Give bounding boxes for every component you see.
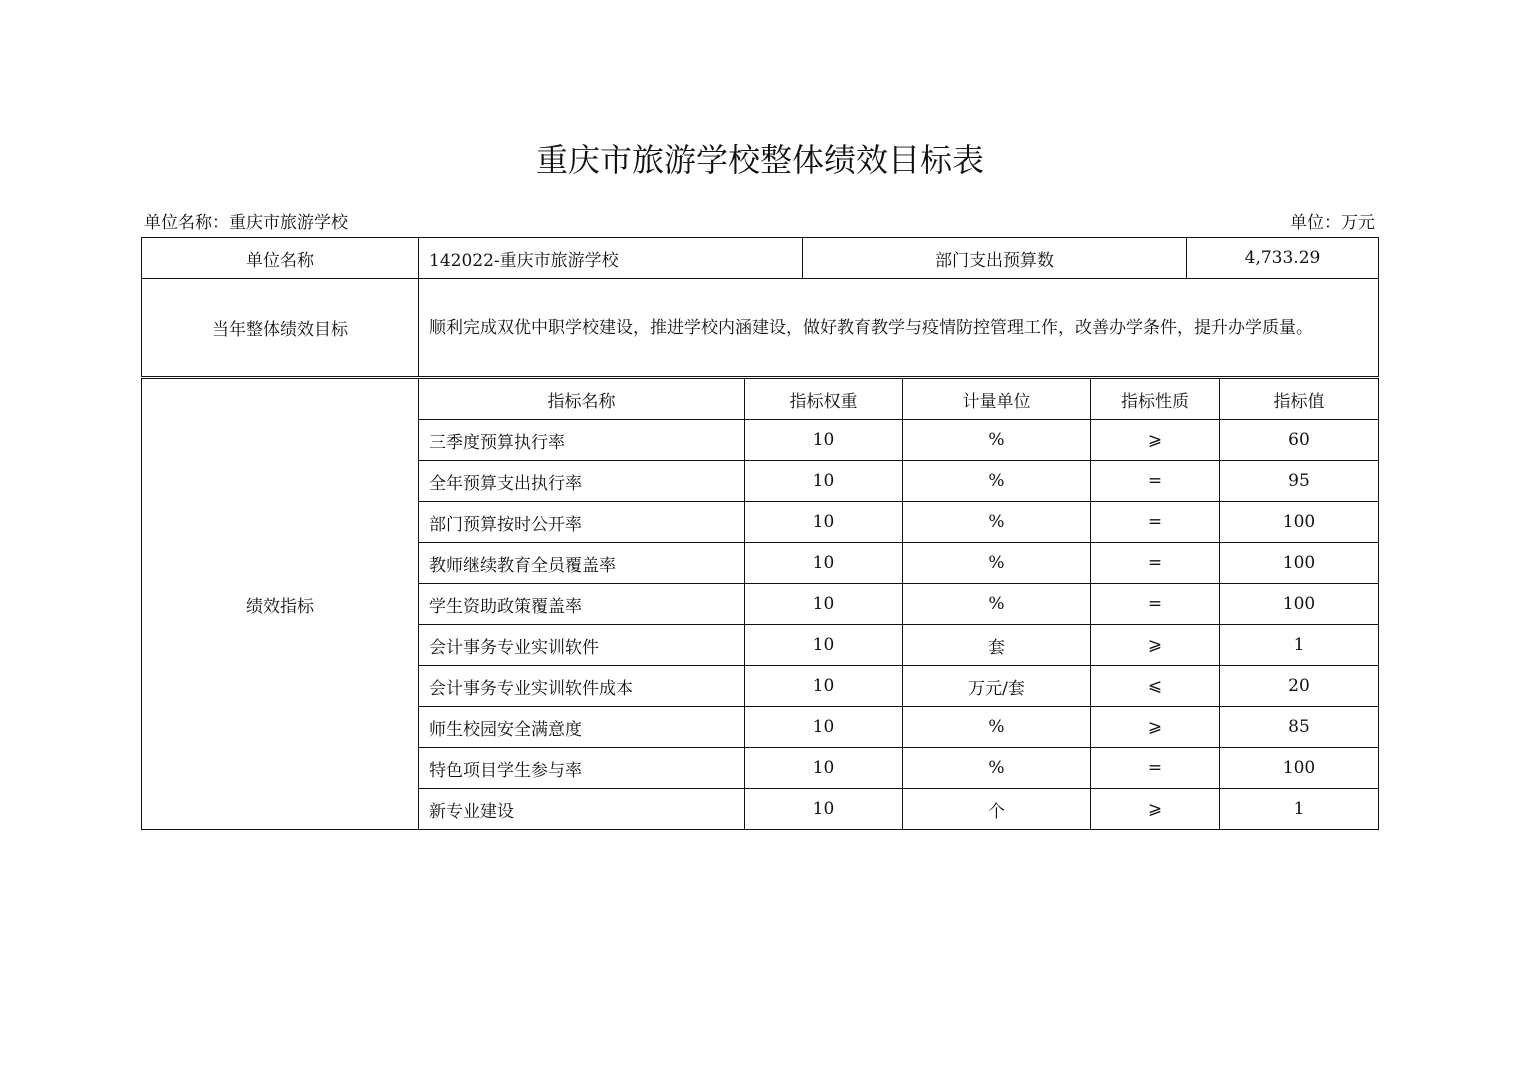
indicator-name: 师生校园安全满意度 (419, 707, 745, 748)
indicator-nature: = (1091, 461, 1220, 502)
indicator-weight: 10 (745, 420, 903, 461)
indicator-weight: 10 (745, 748, 903, 789)
indicator-value: 60 (1220, 420, 1379, 461)
indicator-value: 20 (1220, 666, 1379, 707)
indicator-unit: % (903, 707, 1091, 748)
indicator-weight: 10 (745, 543, 903, 584)
indicator-value: 100 (1220, 543, 1379, 584)
indicators-header-row (142, 379, 1379, 420)
indicator-weight: 10 (745, 789, 903, 830)
indicator-value: 1 (1220, 789, 1379, 830)
col-header-nature: 指标性质 (1091, 379, 1220, 420)
indicator-unit: % (903, 748, 1091, 789)
indicator-nature: = (1091, 748, 1220, 789)
indicator-name: 新专业建设 (419, 789, 745, 830)
indicator-value: 100 (1220, 502, 1379, 543)
indicator-nature: = (1091, 543, 1220, 584)
indicator-value: 85 (1220, 707, 1379, 748)
col-header-unit: 计量单位 (903, 379, 1091, 420)
col-header-value: 指标值 (1220, 379, 1379, 420)
indicator-weight: 10 (745, 584, 903, 625)
indicators-table (141, 378, 1379, 830)
budget-header: 部门支出预算数 (803, 238, 1187, 279)
indicator-name: 全年预算支出执行率 (419, 461, 745, 502)
indicator-name: 特色项目学生参与率 (419, 748, 745, 789)
indicator-weight: 10 (745, 707, 903, 748)
indicator-nature: ⩾ (1091, 625, 1220, 666)
indicator-name: 教师继续教育全员覆盖率 (419, 543, 745, 584)
indicator-unit: 套 (903, 625, 1091, 666)
unit-name-label: 单位名称：重庆市旅游学校 (144, 213, 348, 233)
indicator-unit: 个 (903, 789, 1091, 830)
unit-name-value: 142022-重庆市旅游学校 (419, 238, 803, 279)
indicator-name: 三季度预算执行率 (419, 420, 745, 461)
indicator-nature: ⩾ (1091, 420, 1220, 461)
page-title: 重庆市旅游学校整体绩效目标表 (535, 141, 984, 179)
col-header-name: 指标名称 (419, 379, 745, 420)
indicator-weight: 10 (745, 666, 903, 707)
indicator-unit: % (903, 461, 1091, 502)
indicator-nature: ⩾ (1091, 707, 1220, 748)
indicator-unit: % (903, 502, 1091, 543)
indicator-name: 会计事务专业实训软件 (419, 625, 745, 666)
indicator-weight: 10 (745, 461, 903, 502)
goal-header: 当年整体绩效目标 (142, 279, 419, 377)
indicator-unit: % (903, 543, 1091, 584)
indicators-section-label: 绩效指标 (142, 379, 419, 830)
indicator-nature: ⩾ (1091, 789, 1220, 830)
indicator-nature: = (1091, 502, 1220, 543)
summary-table (141, 237, 1379, 377)
goal-text: 顺利完成双优中职学校建设，推进学校内涵建设，做好教育教学与疫情防控管理工作，改善办学条件，提升办学质量。 (419, 279, 1379, 377)
indicator-unit: % (903, 420, 1091, 461)
indicator-name: 会计事务专业实训软件成本 (419, 666, 745, 707)
indicator-nature: ⩽ (1091, 666, 1220, 707)
unit-name-header: 单位名称 (142, 238, 419, 279)
indicator-nature: = (1091, 584, 1220, 625)
indicator-value: 95 (1220, 461, 1379, 502)
indicator-unit: % (903, 584, 1091, 625)
indicator-weight: 10 (745, 625, 903, 666)
col-header-weight: 指标权重 (745, 379, 903, 420)
indicator-unit: 万元/套 (903, 666, 1091, 707)
indicator-value: 100 (1220, 748, 1379, 789)
indicator-name: 学生资助政策覆盖率 (419, 584, 745, 625)
indicator-value: 100 (1220, 584, 1379, 625)
indicator-weight: 10 (745, 502, 903, 543)
currency-unit-label: 单位：万元 (1290, 213, 1375, 233)
budget-value: 4,733.29 (1187, 238, 1379, 279)
indicator-name: 部门预算按时公开率 (419, 502, 745, 543)
indicator-value: 1 (1220, 625, 1379, 666)
